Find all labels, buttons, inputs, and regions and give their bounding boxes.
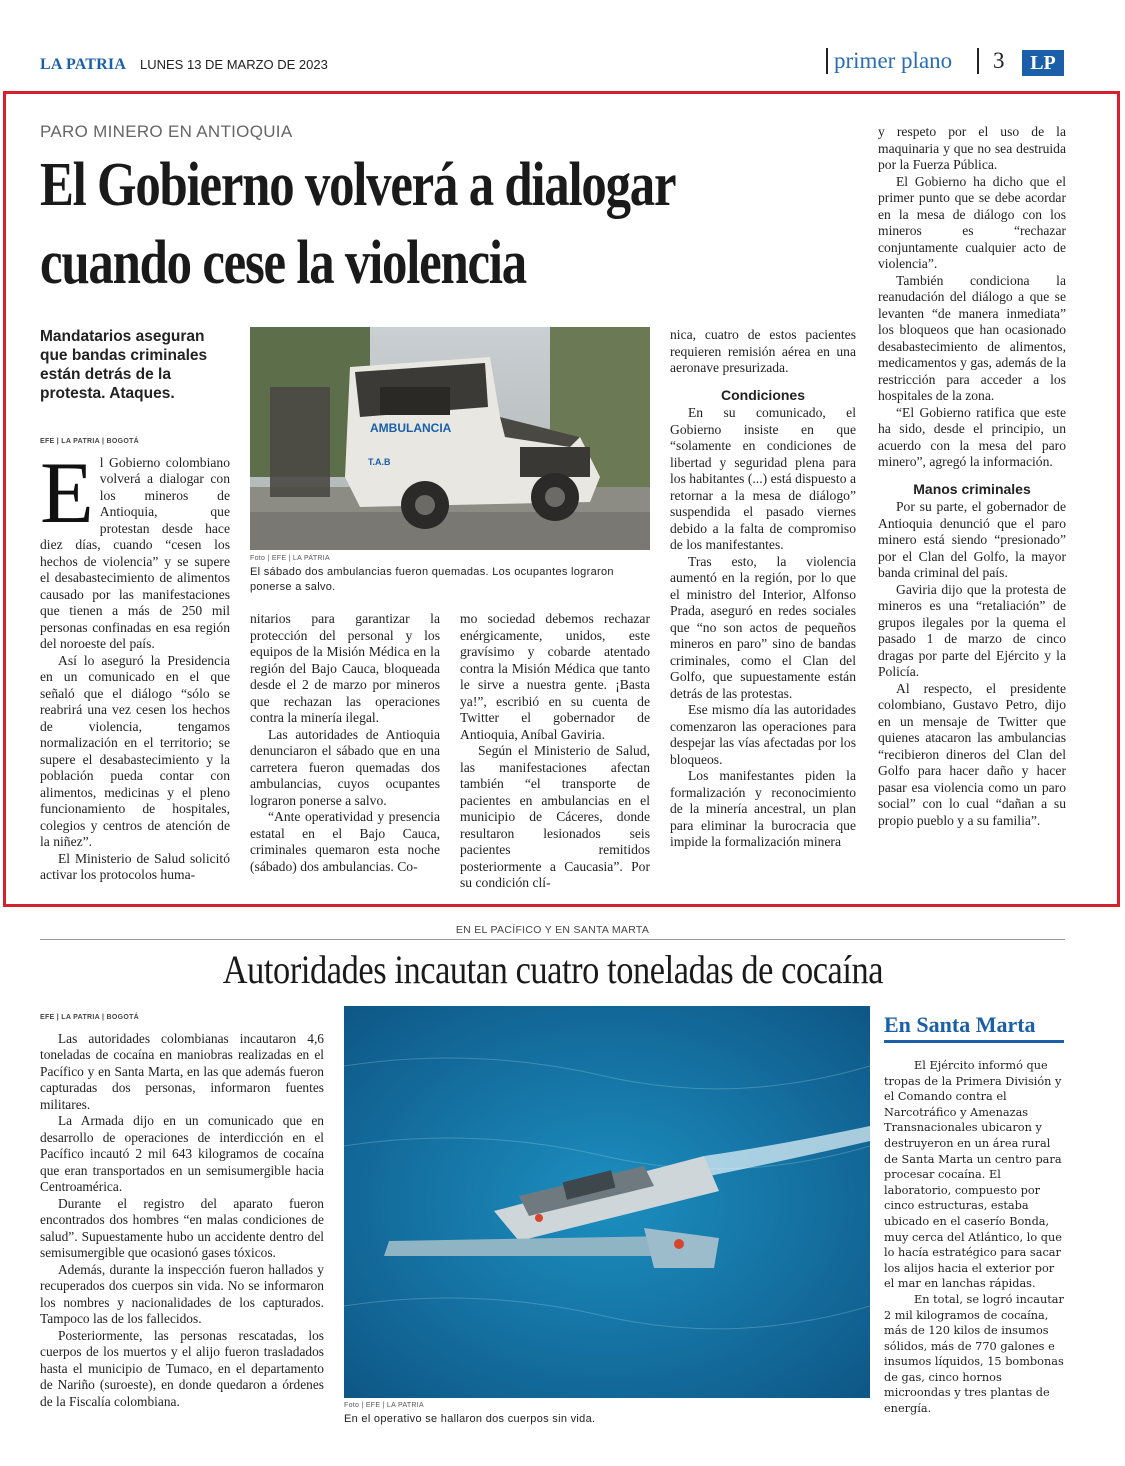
paragraph: y respeto por el uso de la maquinaria y que no sea destruida por la Fuerza Pública.	[878, 124, 1066, 172]
paragraph: El Gobierno colombiano volverá a dialogar con los mineros de Antioquia, que protestan desde hace diez días, cuando “cesen los hechos de violencia” y se supere el desabastecimiento de alimentos causado por las manifestaciones que tienen a más de 250 mil personas confinadas en esa región del noroeste del país.	[40, 444, 230, 651]
article2-byline: EFE | LA PATRIA | BOGOTÁ	[40, 1014, 140, 1021]
paragraph: Gaviria dijo que la protesta de mineros es una “retaliación” de grupos ilegales por la quema el pasado 1 de marzo de cinco dragas por parte del Ejército y la Policía.	[878, 581, 1066, 679]
boat-photo	[344, 1006, 870, 1398]
photo1-caption: El sábado dos ambulancias fueron quemadas. Los ocupantes lograron ponerse a salvo.	[250, 566, 614, 593]
article1-column-5	[878, 124, 1066, 829]
paragraph: Al respecto, el presidente colombiano, Gustavo Petro, dijo en un mensaje de Twitter que quienes atacaron las ambulancias “recibieron dineros del Clan del Golfo para hacer daño y hacer pasar esa violencia como un paro social” con lo cual “dañan a su propio pueblo y a su familia”.	[878, 680, 1066, 828]
semisubmersible-boat-image	[344, 1006, 870, 1398]
paragraph: El Ejército informó que tropas de la Primera División y el Comando contra el Narcotráfico y Amenazas Transnacionales ubicaron y destruyeron en un área rural de Santa Marta un centro para procesar cocaína. El laboratorio, compuesto por cinco estructuras, estaba ubicado en el caserío Bonda, muy cerca del Atlántico, lo que lo hacía estratégico para sacar los alijos hacia el exterior por el mar en lanchas rápidas.	[884, 1059, 1062, 1291]
paragraph: mo sociedad debemos rechazar enérgicamente, unidos, este gravísimo y cobarde atentado contra la Misión Médica que tanto le sirve a nuestra gente. ¡Basta ya!”, escribió en su cuenta de Twitter el gobernador de Antioquia, Aníbal Gaviria.	[460, 611, 650, 742]
photo1-credit: Foto | EFE | LA PATRIA	[250, 555, 331, 562]
article1-column-2	[250, 611, 440, 875]
article1-column-1	[40, 434, 230, 884]
paragraph: Ese mismo día las autoridades comenzaron las operaciones para despejar las vías afectadas por los bloqueos.	[670, 702, 856, 767]
ambulance-tab-label: T.A.B	[368, 457, 391, 467]
ambulance-photo	[250, 327, 650, 550]
paragraph: “El Gobierno ratifica que este ha sido, desde el principio, un acuerdo con la mesa del paro minero”, agregó la información.	[878, 404, 1066, 469]
paragraph: En su comunicado, el Gobierno insiste en que “solamente en condiciones de libertad y seguridad plena para los habitantes (...) está dispuesto a retornar a la mesa de diálogo” suspendida el pasado viernes debido a la falta de compromiso de los manifestantes.	[670, 405, 856, 552]
paragraph: Por su parte, el gobernador de Antioquia denunció que el paro minero está siendo “presionado” por el Clan del Golfo, la mayor banda criminal del país.	[878, 499, 1066, 580]
page-header	[40, 46, 1065, 84]
paragraph: Las autoridades de Antioquia denunciaron el sábado que en una carretera fueron quemadas dos ambulancias, cuyos ocupantes lograron ponerse a salvo.	[250, 726, 440, 808]
subhead-condiciones: Condiciones	[720, 386, 805, 403]
paragraph: Posteriormente, las personas rescatadas, los cuerpos de los muertos y el alijo fueron trasladados hasta el municipio de Tumaco, en el departamento de Nariño (suroeste), en donde quedaron a órdenes de la Fiscalía colombiana.	[40, 1327, 324, 1409]
paragraph: El Ministerio de Salud solicitó activar los protocolos huma-	[40, 850, 230, 882]
section-name: primer plano	[826, 48, 952, 74]
photo2-credit: Foto | EFE | LA PATRIA	[344, 1402, 425, 1409]
subhead-manos-criminales: Manos criminales	[913, 480, 1031, 497]
paragraph: Así lo aseguró la Presidencia en un comunicado en el que señaló que el diálogo “sólo se reabrirá una vez cesen los hechos de violencia, tengamos normalización en el territorio; se supere el desabastecimiento y la población pueda contar con alimentos, medicinas y el pleno funcionamiento de hospitales, colegios y centros de atención de la niñez”.	[40, 652, 230, 849]
drop-cap: E	[40, 444, 94, 542]
article2-headline: Autoridades incautan cuatro toneladas de cocaína	[222, 947, 883, 992]
headline-line-1: El Gobierno volverá a dialogar	[40, 151, 676, 219]
article1-deck: Mandatarios aseguran que bandas criminales están detrás de la protesta. Ataques.	[40, 328, 208, 402]
burned-ambulance-image	[250, 327, 650, 550]
article1-kicker: PARO MINERO EN ANTIOQUIA	[40, 122, 293, 141]
article1-headline	[40, 146, 860, 302]
headline-line-2: cuando cese la violencia	[40, 229, 526, 297]
issue-date: LUNES 13 DE MARZO DE 2023	[140, 57, 328, 72]
photo2-caption: En el operativo se hallaron dos cuerpos sin vida.	[344, 1413, 596, 1425]
ambulance-label: AMBULANCIA	[370, 421, 452, 435]
paragraph: Durante el registro del aparato fueron encontrados dos hombres “en malas condiciones de salud”. Supuestamente hubo un accidente dentro del semisumergible que ocasionó gases tóxicos.	[40, 1195, 324, 1260]
lp-badge: LP	[1022, 50, 1064, 76]
paragraph: Tras esto, la violencia aumentó en la región, por lo que el ministro del Interior, Alfonso Prada, aseguró en redes sociales que “no son actos de pequeños mineros en paro” sino de bandas criminales, como el Clan del Golfo, que supuestamente están detrás de las protestas.	[670, 553, 856, 701]
paragraph: En total, se logró incautar 2 mil kilogramos de cocaína, más de 120 kilos de insumos sólidos, más de 770 galones e insumos líquidos, 15 bombonas de gas, cinco hornos microondas y tres plantas de energía.	[884, 1292, 1064, 1416]
newspaper-logo: LA PATRIA	[40, 56, 127, 73]
paragraph: También condiciona la reanudación del diálogo a que se levanten “de manera inmediata” los bloqueos que han ocasionado desabastecimiento de alimentos, medicamentos y gas, además de la restricción para acceder a los hospitales de la zona.	[878, 272, 1066, 403]
paragraph: Además, durante la inspección fueron hallados y recuperados dos cuerpos sin vida. No se informaron los nombres y nacionalidades de los capturados. Tampoco las de los fallecidos.	[40, 1261, 324, 1326]
paragraph: El Gobierno ha dicho que el primer punto que se debe acordar en la mesa de diálogo con los mineros es “rechazar conjuntamente cualquier acto de violencia”.	[878, 173, 1066, 271]
page-number: 3	[993, 48, 1005, 73]
paragraph: La Armada dijo en un comunicado que en desarrollo de operaciones de interdicción en el Pacífico incautó 2 mil 643 kilogramos de cocaína que eran transportados en un semisumergible hacia Centroamérica.	[40, 1113, 324, 1194]
sidebar-title: En Santa Marta	[884, 1012, 1064, 1043]
paragraph: Las autoridades colombianas incautaron 4,6 toneladas de cocaína en maniobras realizadas en el Pacífico y en Santa Marta, en las que además fueron capturadas dos personas, informaron fuentes militares.	[40, 1030, 324, 1112]
article1-column-4	[670, 327, 856, 851]
paragraph: Según el Ministerio de Salud, las manifestaciones afectan también “el transporte de pacientes en ambulancias en el municipio de Cáceres, donde resultaron lesionados seis pacientes remitidos posteriormente a Caucasia”. Por su condición clí-	[460, 743, 650, 890]
sidebar-body	[884, 1058, 1064, 1417]
section-separator	[40, 939, 1065, 940]
article1-column-3	[460, 611, 650, 892]
header-divider	[977, 48, 979, 74]
article2-column	[40, 1010, 324, 1410]
paragraph: nitarios para garantizar la protección del personal y los equipos de la Misión Médica en la región del Bajo Cauca, bloqueada desde el 2 de marzo por mineros que rechazan las operaciones contra la minería ilegal.	[250, 611, 440, 725]
paragraph: Los manifestantes piden la formalización y reconocimiento de la minería ancestral, un plan para eliminar la burocracia que impide la formalización minera	[670, 768, 856, 849]
article1-byline: EFE | LA PATRIA | BOGOTÁ	[40, 438, 140, 445]
article2-kicker: EN EL PACÍFICO Y EN SANTA MARTA	[0, 924, 1105, 936]
paragraph: nica, cuatro de estos pacientes requieren remisión aérea en una aeronave presurizada.	[670, 327, 856, 375]
paragraph: “Ante operatividad y presencia estatal en el Bajo Cauca, criminales quemaron esta noche (sábado) dos ambulancias. Co-	[250, 809, 440, 874]
